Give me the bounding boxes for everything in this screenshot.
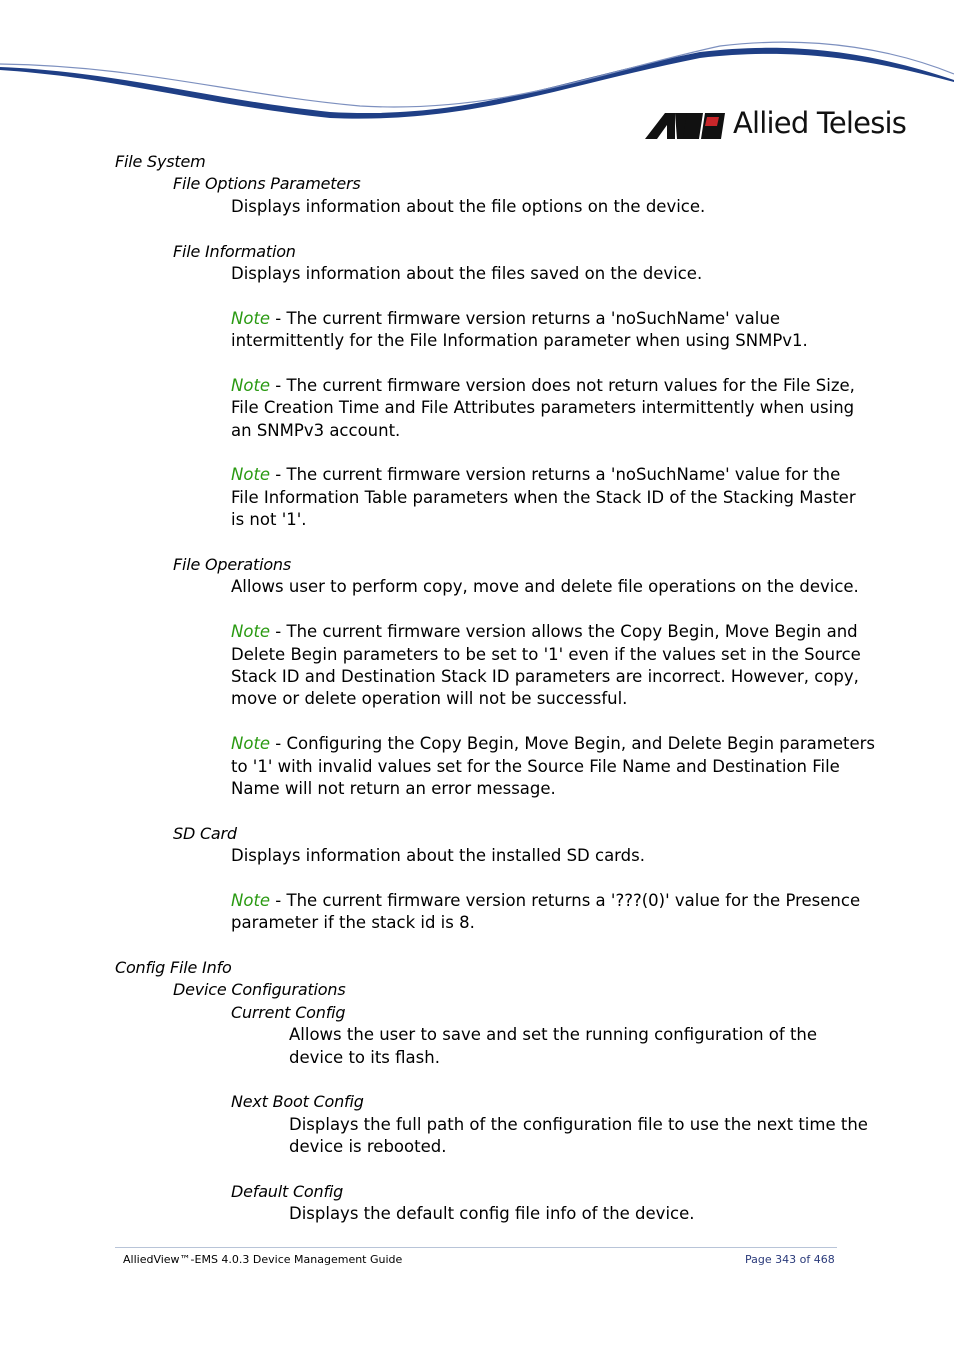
note-text: parameter if the stack id is 8.	[231, 913, 475, 933]
note-label: Note	[231, 465, 271, 485]
note-text: File Creation Time and File Attributes parameters intermittently when using	[231, 398, 855, 418]
item-title-next-boot-config: Next Boot Config	[231, 1092, 364, 1112]
subsection-title-sd-card: SD Card	[173, 823, 237, 843]
note-file-info-1	[115, 308, 855, 330]
note-text: - The current firmware version allows the Copy Begin, Move Begin and	[270, 622, 858, 642]
note-text: to '1' with invalid values set for the Source File Name and Destination File	[231, 756, 840, 776]
note-label: Note	[231, 890, 271, 910]
description-next-boot-config: Displays the full path of the configuration file to use the next time the	[289, 1114, 868, 1134]
note-text: an SNMPv3 account.	[231, 420, 401, 440]
note-file-ops-2	[115, 733, 875, 755]
note-file-ops-1	[115, 621, 858, 643]
subsection-title-file-operations: File Operations	[173, 555, 291, 575]
note-label: Note	[231, 622, 271, 642]
note-text: Name will not return an error message.	[231, 778, 556, 798]
note-file-info-3	[115, 464, 855, 486]
note-text: Stack ID and Destination Stack ID parameters are incorrect. However, copy,	[231, 666, 859, 686]
note-text: File Information Table parameters when the Stack ID of the Stacking Master	[231, 487, 856, 507]
subsection-title-file-information: File Information	[173, 241, 296, 261]
note-text: Delete Begin parameters to be set to '1' even if the values set in the Source	[231, 644, 861, 664]
document-body	[115, 151, 875, 1226]
description-current-config: device to its flash.	[289, 1047, 440, 1067]
item-title-current-config: Current Config	[231, 1002, 346, 1022]
allied-telesis-logo	[645, 106, 907, 144]
note-label: Note	[231, 308, 271, 328]
subsection-title-device-configurations: Device Configurations	[173, 980, 346, 1000]
logo-wordmark: Allied Telesis	[733, 106, 907, 140]
note-sd-card-1	[115, 890, 861, 912]
note-text: - The current firmware version returns a '???(0)' value for the Presence	[270, 890, 861, 910]
section-heading-config-file-info: Config File Info	[115, 958, 232, 978]
note-text: - The current firmware version returns a 'noSuchName' value	[270, 308, 780, 328]
section-heading-file-system: File System	[115, 152, 206, 171]
note-text: - The current firmware version does not return values for the File Size,	[270, 375, 855, 395]
allied-telesis-logo-mark-icon	[645, 113, 725, 139]
item-title-default-config: Default Config	[231, 1181, 344, 1201]
note-text: is not '1'.	[231, 510, 307, 530]
subsection-title-file-options: File Options Parameters	[173, 174, 361, 194]
description-current-config: Allows the user to save and set the running configuration of the	[289, 1025, 818, 1045]
note-label: Note	[231, 375, 271, 395]
note-text: move or delete operation will not be successful.	[231, 689, 628, 709]
description-sd-card: Displays information about the installed SD cards.	[231, 846, 645, 866]
note-label: Note	[231, 734, 271, 754]
description-default-config: Displays the default config file info of the device.	[289, 1204, 695, 1224]
footer-page-number: Page 343 of 468	[745, 1253, 835, 1266]
note-file-info-2	[115, 375, 855, 397]
description-file-operations: Allows user to perform copy, move and delete file operations on the device.	[231, 577, 859, 597]
description-file-information: Displays information about the files saved on the device.	[231, 263, 703, 283]
note-text: - The current firmware version returns a 'noSuchName' value for the	[270, 465, 841, 485]
note-text: intermittently for the File Information parameter when using SNMPv1.	[231, 331, 808, 351]
footer-guide-title: AlliedView™-EMS 4.0.3 Device Management Guide	[123, 1253, 403, 1266]
footer-divider	[115, 1247, 837, 1248]
description-file-options: Displays information about the file options on the device.	[231, 196, 706, 216]
note-text: - Configuring the Copy Begin, Move Begin, and Delete Begin parameters	[270, 734, 875, 754]
description-next-boot-config: device is rebooted.	[289, 1137, 447, 1157]
